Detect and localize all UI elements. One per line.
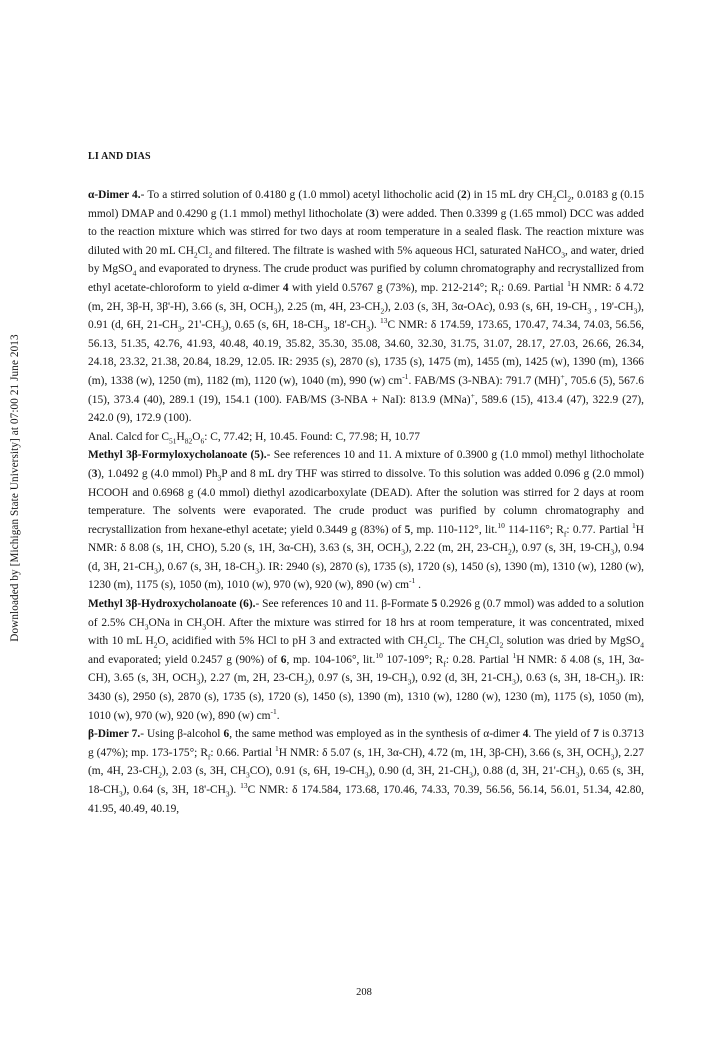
paragraph-elemental-analysis: Anal. Calcd for $C_{51}H_{82}O_6$: C, 77.42; H, 10.45. Found: C, 77.98; H, 10.77: [88, 430, 421, 445]
paragraph-hydroxy-6: Methyl 3β-Hydroxycholanoate (6).- See references 10 and 11. β-Formate 5 0.2926 g (0.7 mmol) was added to a solution of 2.5% $CH_3ONa$ in $CH_3OH$. After the mixture was stirred for 18 hrs at room temperature, it was concentrated, mixed with 10 mL $H_2O$, acidified with 5% HCl to pH 3 and extracted with $CH_2Cl_2$. The $CH_2Cl_2$ solution was dried by MgSO$_4$ and evaporated; yield 0.2457 g (90%) of 6, mp. 104-106°, lit.$^{10}$ 107-109°; $R_f$: 0.28. Partial $^1$H NMR: δ 4.08 (s, 1H, 3α-CH), 3.65 (s, 3H, $OCH_3$), 2.27 (m, 2H, $23-CH_2$), 0.97 (s, 3H, $19-CH_3$), 0.92 (d, 3H, $21-CH_3$), 0.63 (s, 3H, $18-CH_3$). IR: 3430 (s), 2950 (s), 2870 (s), 1735 (s), 1720 (s), 1450 (s), 1390 (m), 1310 (w), 1280 (w), 1230 (m), 1175 (s), 1050 (m), 1010 (w), 970 (w), 920 (w), 890 (w) $cm^{-1}$.: [88, 598, 645, 722]
compound-reference: 4: [282, 281, 289, 294]
paragraph-formate-5: Methyl 3β-Formyloxycholanoate (5).- See references 10 and 11. A mixture of 0.3900 g (1.0 mmol) methyl lithocholate (3), 1.0492 g (4.0 mmol) $Ph_3P$ and 8 mL dry THF was stirred to dissolve. To this solution was added 0.096 g (2.0 mmol) HCOOH and 0.6968 g (4.0 mmol) diethyl azodicarboxylate (DEAD). After the solution was stirred for 2 days at room temperature. The solvents were evaporated. The crude product was purified by column chromatography and recrystallization from hexane-ethyl acetate; yield 0.3449 g (83%) of 5, mp. 110-112°, lit.$^{10}$ 114-116°; $R_f$: 0.77. Partial $^1$H NMR: δ 8.08 (s, 1H, CHO), 5.20 (s, 1H, 3α-CH), 3.63 (s, 3H, $OCH_3$), 2.22 (m, 2H, $23-CH_2$), 0.97 (s, 3H, $19-CH_3$), 0.94 (d, 3H, $21-CH_3$), 0.67 (s, 3H, $18-CH_3$). IR: 2940 (s), 2870 (s), 1735 (s), 1720 (s), 1450 (s), 1390 (m), 1310 (w), 1280 (w), 1230 (m), 1175 (s), 1050 (m), 1010 (w), 970 (w), 920 (w), 890 (w) $cm^{-1}$ .: [88, 449, 645, 592]
running-head: LI AND DIAS: [88, 151, 151, 162]
download-watermark: [4, 268, 26, 708]
compound-reference: 5: [404, 523, 411, 536]
compound-reference: 6: [223, 728, 230, 741]
compound-heading: α-Dimer 4.: [88, 189, 141, 201]
compound-heading: β-Dimer 7.: [88, 728, 141, 741]
compound-reference: 7: [593, 728, 599, 741]
paragraph-beta-dimer-7: β-Dimer 7.- Using β-alcohol 6, the same method was employed as in the synthesis of α-dimer 4. The yield of 7 is 0.3713 g (47%); mp. 173-175°; $R_f$: 0.66. Partial $^1$H NMR: δ 5.07 (s, 1H, 3α-CH), 4.72 (m, 1H, 3β-CH), 3.66 (s, 3H, $OCH_3$), 2.27 (m, 4H, $23-CH_2$), 2.03 (s, 3H, $CH_3CO$), 0.91 (s, 6H, $19-CH_3$), 0.90 (d, 3H, $21-CH_3$), 0.88 (d, 3H, $21'-CH_3$), 0.65 (s, 3H, $18-CH_3$), 0.64 (s, 3H, $18'-CH_3$). $^{13}$C NMR: δ 174.584, 173.68, 170.46, 74.33, 70.39, 56.56, 56.14, 56.01, 51.34, 42.80, 41.95, 40.49, 40.19,: [88, 728, 644, 815]
compound-heading: Methyl 3β-Formyloxycholanoate (5).: [88, 449, 267, 462]
compound-reference: 4: [522, 728, 529, 741]
page-number: 208: [356, 987, 372, 998]
compound-reference: 6: [280, 653, 287, 666]
paragraph-alpha-dimer-4: α-Dimer 4.- To a stirred solution of 0.4180 g (1.0 mmol) acetyl lithocholic acid (2) in 15 mL dry $CH_2Cl_2$, 0.0183 g (0.15 mmol) DMAP and 0.4290 g (1.1 mmol) methyl lithocholate (3) were added. Then 0.3399 g (1.65 mmol) DCC was added to the reaction mixture which was stirred for two days at room temperature in a sealed flask. The reaction mixture was diluted with 20 mL $CH_2Cl_2$ and filtered. The filtrate is washed with 5% aqueous HCl, saturated NaHCO$_3$, and water, dried by MgSO$_4$ and evaporated to dryness. The crude product was purified by column chromatography and recrystallized from ethyl acetate-chloroform to yield α-dimer 4 with yield 0.5767 g (73%), mp. 212-214°; $R_f$: 0.69. Partial $^1$H NMR: δ 4.72 (m, 2H, 3β-H, 3β'-H), 3.66 (s, 3H, $OCH_3$), 2.25 (m, 4H, $23-CH_2$), 2.03 (s, 3H, 3α-OAc), 0.93 (s, 6H, $19-CH_3$ , $19'-CH_3$), 0.91 (d, 6H, $21-CH_3$, $21'-CH_3$), 0.65 (s, 6H, $18-CH_3$, $18'-CH_3$). $^{13}$C NMR: δ 174.59, 173.65, 170.47, 74.34, 74.03, 56.56, 56.13, 51.35, 42.76, 41.93, 40.48, 40.19, 35.82, 35.30, 35.08, 34.60, 32.30, 31.75, 31.07, 28.17, 27.03, 26.66, 26.34, 24.18, 23.32, 21.38, 20.84, 18.29, 12.05. IR: 2935 (s), 2870 (s), 1735 (s), 1475 (m), 1455 (m), 1425 (w), 1390 (m), 1366 (m), 1338 (w), 1250 (m), 1182 (m), 1120 (w), 1040 (m), 990 (w) $cm^{-1}$. FAB/MS (3-NBA): 791.7 (MH)+, 705.6 (5), 567.6 (15), 373.4 (40), 289.1 (19), 154.1 (100). FAB/MS (3-NBA + NaI): 813.9 (MNa)+, 589.6 (15), 413.4 (47), 322.9 (27), 242.0 (9), 172.9 (100).: [88, 189, 645, 425]
compound-reference: 3: [91, 467, 98, 480]
article-body: [88, 186, 644, 818]
download-watermark-text: Downloaded by [Michigan State University] at 07:00 21 June 2013: [9, 334, 21, 642]
compound-heading: Methyl 3β-Hydroxycholanoate (6).: [88, 598, 256, 611]
compound-reference: 5: [431, 598, 438, 611]
compound-reference: 2: [461, 189, 467, 201]
compound-reference: 3: [369, 207, 375, 220]
